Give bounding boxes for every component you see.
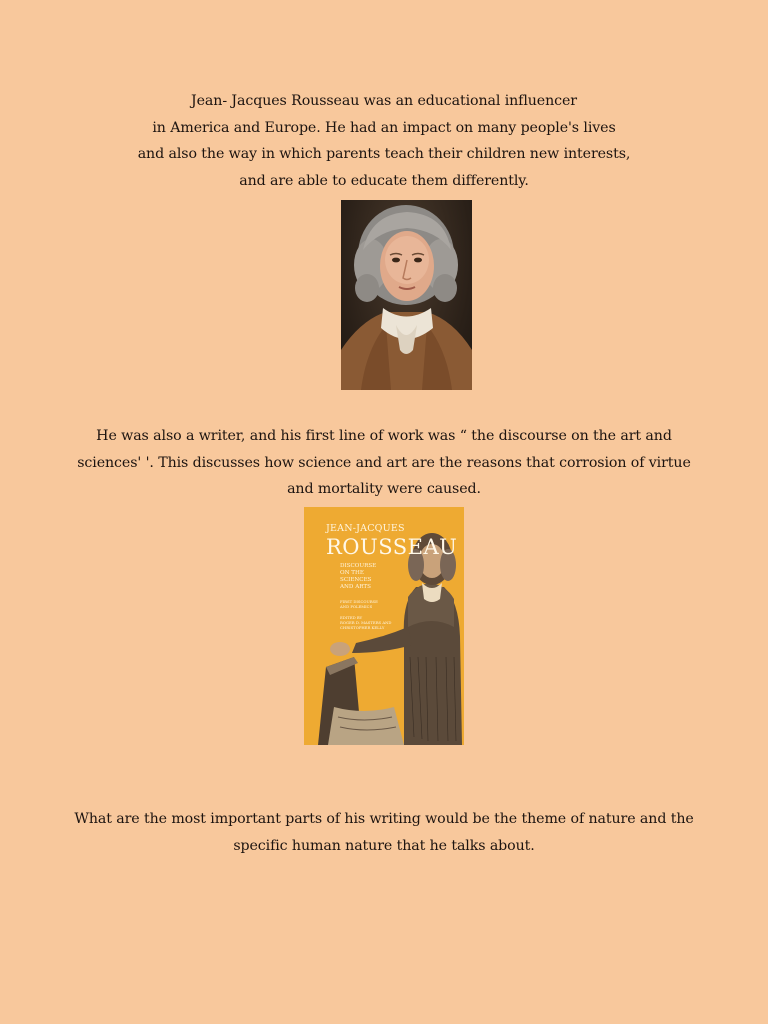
nature-line-2: specific human nature that he talks about. — [233, 837, 535, 854]
writer-line-1: He was also a writer, and his first line of work was “ the discourse on the art and — [96, 428, 672, 444]
nature-line-1: What are the most important parts of his writing would be the theme of nature and the — [74, 811, 694, 827]
intro-line-3: and also the way in which parents teach their children new interests, — [137, 146, 631, 162]
writer-line-3: and mortality were caused. — [287, 481, 481, 497]
book-subtitle-line-2: AND POLEMICS — [340, 604, 373, 609]
book-author-first-name: JEAN-JACQUES — [326, 523, 405, 534]
book-editors-line-1: EDITED BY — [340, 615, 363, 620]
writer-line-2: sciences' '. This discusses how science and art are the reasons that corrosion of virtue — [77, 454, 691, 471]
book-subtitle — [340, 599, 378, 609]
book-title-line-1: DISCOURSE — [340, 563, 377, 569]
book-title-line-4: AND ARTS — [340, 584, 371, 590]
intro-line-1: Jean- Jacques Rousseau was an educational influencer — [191, 93, 577, 109]
book-editors — [340, 615, 391, 630]
book-subtitle-line-1: FIRST DISCOURSE — [340, 599, 378, 604]
rousseau-portrait-image — [341, 200, 472, 390]
writer-paragraph — [0, 423, 768, 503]
book-title-line-2: ON THE — [340, 570, 364, 576]
intro-paragraph — [0, 88, 768, 194]
nature-paragraph — [0, 806, 768, 859]
book-cover-image — [304, 507, 464, 745]
intro-line-4: and are able to educate them differently. — [239, 172, 529, 189]
book-editors-line-2: ROGER D. MASTERS AND — [340, 620, 392, 625]
book-author-last-name: ROUSSEAU — [326, 535, 458, 559]
book-title — [340, 563, 392, 591]
book-editors-line-3: CHRISTOPHER KELLY — [340, 625, 385, 630]
intro-line-2: in America and Europe. He had an impact on many people's lives — [152, 119, 616, 136]
book-title-line-3: SCIENCES — [340, 577, 372, 583]
